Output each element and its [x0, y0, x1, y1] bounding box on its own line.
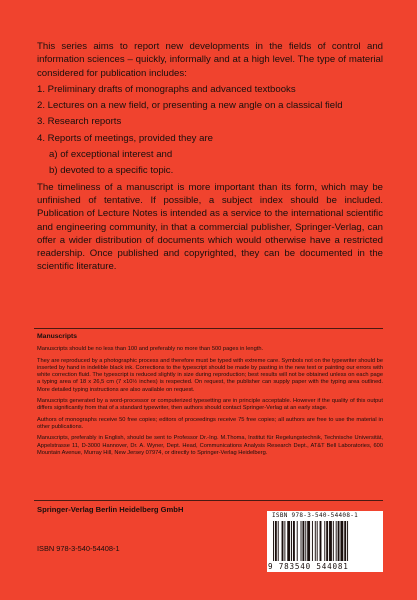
barcode-bar — [297, 521, 298, 561]
barcode-bar — [344, 521, 346, 561]
barcode — [267, 511, 383, 572]
list-item: 4. Reports of meetings, provided they are — [37, 132, 213, 144]
barcode-bar — [287, 521, 290, 561]
barcode-digits: 9 783540 544081 — [268, 562, 349, 571]
manuscripts-heading: Manuscripts — [37, 333, 78, 340]
intro-paragraph: This series aims to report new developments in the fields of control and information sciences – quickly, informally and at a high level. The type of material considered for publication includes: — [37, 41, 383, 79]
sub-list-item: a) of exceptional interest and — [49, 149, 173, 161]
divider — [34, 500, 383, 501]
barcode-bar — [273, 521, 274, 561]
barcode-bar — [340, 521, 343, 561]
barcode-bar — [338, 521, 340, 561]
manuscripts-submission: Manuscripts, preferably in English, should be sent to Professor Dr.-Ing. M.Thoma, Institut für Regelungstechnik, Technische Universität, Appelstrasse 11, D-3000 Hannover, Dr. A. Wyner, Dept. Head, Communications Analysis Research Dept., AT&T Bell Laboratories, 600 Mountain Avenue, Murray Hill, New Jersey 07974, or directly to Springer-Verlag Heidelberg. — [37, 435, 383, 456]
manuscripts-section — [37, 333, 383, 461]
manuscripts-wordprocessor: Manuscripts generated by a word-processor or computerized typesetting are in principle acceptable. However if the quality of this output differs significantly from that of a standard typewriter, then authors should contact Springer-Verlag at an early stage. — [37, 398, 383, 412]
list-item: 2. Lectures on a new field, or presenting a new angle on a classical field — [37, 100, 343, 112]
barcode-bar — [315, 521, 316, 561]
barcode-bar — [278, 521, 279, 561]
barcode-bar — [293, 521, 295, 561]
barcode-bar — [275, 521, 277, 561]
barcode-isbn-label: ISBN 978-3-540-54408-1 — [272, 512, 359, 519]
list-item: 3. Research reports — [37, 116, 122, 128]
barcode-bar — [333, 521, 334, 561]
sub-list-item: b) devoted to a specific topic. — [49, 165, 174, 177]
barcode-bar — [291, 521, 292, 561]
barcode-bar — [282, 521, 284, 561]
series-description — [37, 40, 383, 274]
barcode-bar — [317, 521, 318, 561]
barcode-bar — [347, 521, 348, 561]
divider — [34, 328, 383, 329]
barcode-bar — [302, 521, 304, 561]
barcode-bar — [312, 521, 313, 561]
barcode-bar — [329, 521, 332, 561]
barcode-bar — [326, 521, 328, 561]
barcode-bar — [301, 521, 302, 561]
list-item: 1. Preliminary drafts of monographs and advanced textbooks — [37, 83, 296, 95]
barcode-bar — [307, 521, 310, 561]
publisher-name: Springer-Verlag Berlin Heidelberg GmbH — [37, 505, 184, 514]
barcode-bars — [271, 521, 379, 561]
barcode-bar — [305, 521, 306, 561]
barcode-bar — [336, 521, 337, 561]
isbn-text: ISBN 978-3-540-54408-1 — [37, 544, 120, 553]
material-list — [37, 83, 383, 178]
barcode-bar — [324, 521, 325, 561]
manuscripts-free-copies: Authors of monographs receive 50 free copies; editors of proceedings receive 75 free copies; all authors are free to use the material in other publications. — [37, 416, 383, 430]
manuscripts-length: Manuscripts should be no less than 100 and preferably no more than 500 pages in length. — [37, 346, 264, 353]
timeliness-paragraph: The timeliness of a manuscript is more important than its form, which may be unfinished of tentative. If possible, a subject index should be included. Publication of Lecture Notes is intended as a service to the international scientific and engineering community, in that a commercial publisher, Springer-Verlag, can offer a wider distribution of documents which would otherwise have a restricted readership. Once published and copyrighted, they can be documented in the scientific literature. — [37, 181, 383, 273]
barcode-bar — [284, 521, 285, 561]
manuscripts-typing: They are reproduced by a photographic process and therefore must be typed with extreme care. Symbols not on the typewriter should be inserted by hand in indelible black ink. Corrections to the typescript should be made by pasting in the new text or painting our errors with white correction fluid. The typescript is reduced slightly in size during reproduction; best results will not be obtained unless on each page a typing area of 18 x 26,5 cm (7 x10½ inches) is respected. On request, the publisher can supply paper with the typing area outlined. More detailed typing instructions are also available on request. — [37, 357, 383, 393]
barcode-bar — [320, 521, 322, 561]
